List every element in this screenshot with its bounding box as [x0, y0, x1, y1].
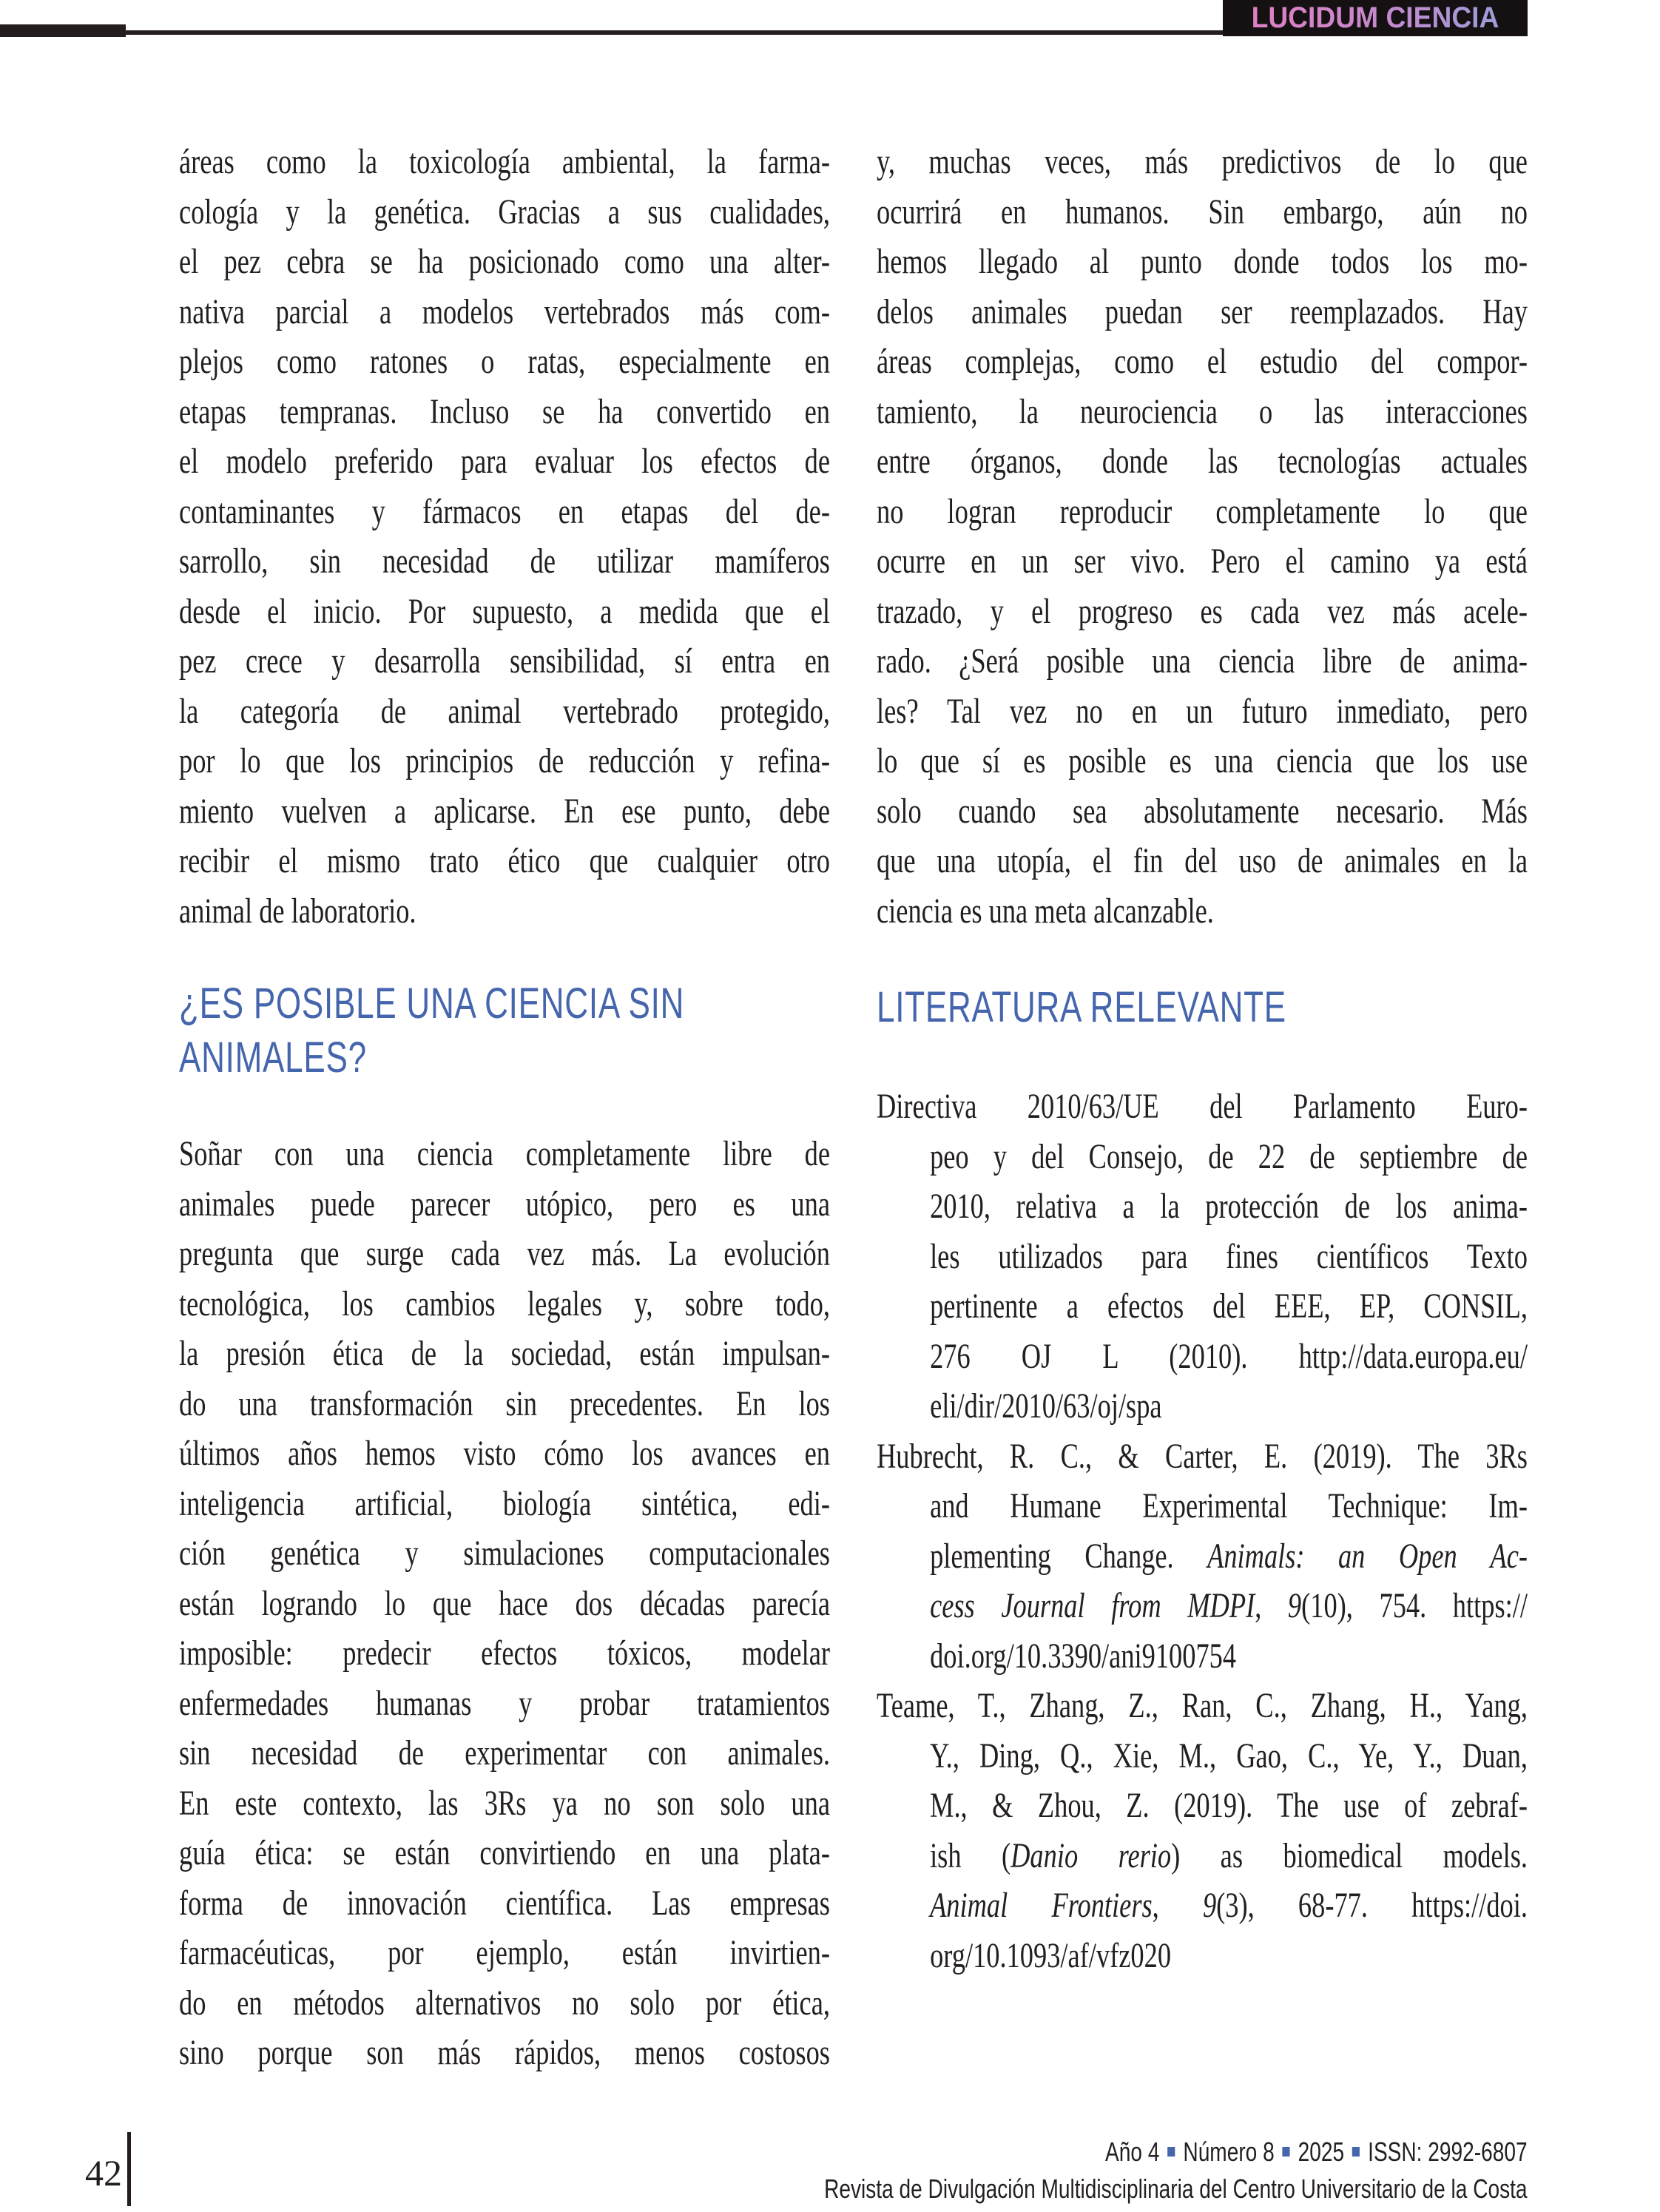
text-line: recibir el mismo trato ético que cualquier otro — [179, 841, 830, 880]
text-line: 2010, relativa a la protección de los anima- — [930, 1187, 1528, 1226]
header-rule-accent — [0, 24, 126, 37]
separator-square-icon — [1353, 2147, 1360, 2157]
text-line: peo y del Consejo, de 22 de septiembre de — [930, 1136, 1528, 1176]
issue-date: 2025 — [1298, 2137, 1345, 2167]
text-line: desde el inicio. Por supuesto, a medida que el — [179, 591, 830, 631]
text-line: Soñar con una ciencia completamente libre de — [179, 1134, 830, 1173]
footer — [626, 2134, 1528, 2208]
text-line: pertinente a efectos del EEE, EP, CONSIL, — [930, 1287, 1528, 1326]
text-line: ANIMALES? — [179, 1033, 367, 1082]
text-line: imposible: predecir efectos tóxicos, modelar — [179, 1633, 830, 1673]
body-paragraph-sonar — [179, 1129, 830, 2078]
right-column-text — [877, 137, 1528, 1980]
issue-year: Año 4 — [1105, 2137, 1160, 2167]
text-line: Directiva 2010/63/UE del Parlamento Euro- — [877, 1087, 1528, 1126]
text-line: trazado, y el progreso es cada vez más acele- — [877, 591, 1528, 631]
body-paragraph-zebrafish — [179, 137, 830, 936]
text-line: ¿ES POSIBLE UNA CIENCIA SIN — [179, 979, 685, 1028]
text-line: miento vuelven a aplicarse. En ese punto, debe — [179, 791, 830, 831]
separator-square-icon — [1283, 2147, 1290, 2157]
text-line: farmacéuticas, por ejemplo, están invirtien- — [179, 1933, 830, 1972]
text-line: animales puede parecer utópico, pero es una — [179, 1184, 830, 1224]
text-line: animal de laboratorio. — [179, 891, 416, 931]
reference-list — [877, 1082, 1528, 1980]
text-line: do una transformación sin precedentes. En los — [179, 1383, 830, 1423]
separator-square-icon — [1168, 2147, 1175, 2157]
text-line: and Humane Experimental Technique: Im- — [930, 1486, 1528, 1525]
text-line: ish (Danio rerio) as biomedical models. — [930, 1835, 1528, 1875]
footer-text — [825, 2134, 1528, 2208]
text-line: guía ética: se están convirtiendo en una plata- — [179, 1833, 830, 1872]
text-line: etapas tempranas. Incluso se ha convertido en — [179, 391, 830, 431]
reference-entry-hubrecht — [877, 1432, 1528, 1682]
page-number-divider — [127, 2132, 131, 2206]
reference-entry-directiva — [877, 1082, 1528, 1432]
text-line: por lo que los principios de reducción y refina- — [179, 741, 830, 780]
text-line: Teame, T., Zhang, Z., Ran, C., Zhang, H., Yang, — [877, 1686, 1528, 1725]
text-line: últimos años hemos visto cómo los avances en — [179, 1434, 830, 1473]
text-line: M., & Zhou, Z. (2019). The use of zebraf- — [930, 1786, 1528, 1825]
text-line: enfermedades humanas y probar tratamientos — [179, 1683, 830, 1723]
issue-number: Número 8 — [1183, 2137, 1275, 2167]
reference-entry-teame — [877, 1681, 1528, 1980]
text-line: áreas como la toxicología ambiental, la farma- — [179, 142, 830, 181]
text-line: forma de innovación científica. Las empresas — [179, 1883, 830, 1923]
text-line: la presión ética de la sociedad, están impulsan- — [179, 1334, 830, 1373]
text-line: cess Journal from MDPI, 9(10), 754. https:// — [930, 1586, 1528, 1625]
journal-name: Revista de Divulgación Multidisciplinaria del Centro Universitario de la Costa — [824, 2174, 1528, 2204]
text-line: tamiento, la neurociencia o las interacciones — [877, 391, 1528, 431]
journal-logo-text: LUCIDUM CIENCIA — [1251, 1, 1499, 34]
text-line: pregunta que surge cada vez más. La evolución — [179, 1234, 830, 1273]
issue-issn: ISSN: 2992-6807 — [1368, 2137, 1528, 2167]
text-line: nativa parcial a modelos vertebrados más com- — [179, 291, 830, 331]
right-column — [877, 137, 1528, 1980]
text-line: ocurrirá en humanos. Sin embargo, aún no — [877, 192, 1528, 232]
text-line: ciencia es una meta alcanzable. — [877, 891, 1214, 931]
text-line: delos animales puedan ser reemplazados. Hay — [877, 291, 1528, 331]
text-line: áreas complejas, como el estudio del compor- — [877, 342, 1528, 381]
text-line: solo cuando sea absolutamente necesario. Más — [877, 791, 1528, 831]
text-line: 276 OJ L (2010). http://data.europa.eu/ — [930, 1336, 1528, 1376]
text-line: org/10.1093/af/vfz020 — [930, 1935, 1172, 1975]
text-line: En este contexto, las 3Rs ya no son solo una — [179, 1783, 830, 1823]
text-line: lo que sí es posible es una ciencia que los use — [877, 741, 1528, 780]
body-paragraph-predictivos — [877, 137, 1528, 936]
text-line: cología y la genética. Gracias a sus cualidades, — [179, 192, 830, 232]
journal-logo — [1223, 0, 1528, 36]
text-line: Animal Frontiers, 9(3), 68-77. https://doi. — [930, 1886, 1528, 1925]
text-line: Hubrecht, R. C., & Carter, E. (2019). The 3Rs — [877, 1436, 1528, 1476]
issue-meta-line — [825, 2134, 1528, 2171]
text-line: les? Tal vez no en un futuro inmediato, pero — [877, 691, 1528, 731]
text-line: rado. ¿Será posible una ciencia libre de anima- — [877, 641, 1528, 681]
left-column — [179, 137, 830, 2078]
text-line: hemos llegado al punto donde todos los mo- — [877, 242, 1528, 281]
text-line: sino porque son más rápidos, menos costosos — [179, 2033, 830, 2072]
text-line: plejos como ratones o ratas, especialmente en — [179, 342, 830, 381]
text-line: doi.org/10.3390/ani9100754 — [930, 1636, 1237, 1676]
text-line: la categoría de animal vertebrado protegido, — [179, 691, 830, 731]
text-line: el modelo preferido para evaluar los efectos de — [179, 442, 830, 481]
page-number: 42 — [85, 2152, 122, 2194]
text-line: Y., Ding, Q., Xie, M., Gao, C., Ye, Y., Duan, — [930, 1736, 1528, 1776]
text-line: sin necesidad de experimentar con animales. — [179, 1733, 830, 1773]
text-line: están logrando lo que hace dos décadas parecía — [179, 1583, 830, 1623]
text-line: inteligencia artificial, biología sintética, edi- — [179, 1483, 830, 1523]
text-line: y, muchas veces, más predictivos de lo que — [877, 142, 1528, 181]
text-line: entre órganos, donde las tecnologías actuales — [877, 442, 1528, 481]
left-column-text — [179, 137, 830, 2078]
section-heading-literatura-relevante: LITERATURA RELEVANTE — [877, 983, 1286, 1031]
section-heading-ciencia-sin-animales — [179, 977, 830, 1085]
text-line: el pez cebra se ha posicionado como una alter- — [179, 242, 830, 281]
text-line: sarrollo, sin necesidad de utilizar mamíferos — [179, 542, 830, 581]
text-line: ción genética y simulaciones computacionales — [179, 1534, 830, 1573]
text-line: les utilizados para fines científicos Texto — [930, 1236, 1528, 1276]
text-line: eli/dir/2010/63/oj/spa — [930, 1386, 1162, 1426]
text-line: tecnológica, los cambios legales y, sobre todo, — [179, 1284, 830, 1324]
text-line: pez crece y desarrolla sensibilidad, sí entra en — [179, 641, 830, 681]
text-line: ocurre en un ser vivo. Pero el camino ya está — [877, 542, 1528, 581]
text-line: no logran reproducir completamente lo que — [877, 491, 1528, 531]
text-line: que una utopía, el fin del uso de animales en la — [877, 841, 1528, 880]
text-line: plementing Change. Animals: an Open Ac- — [930, 1536, 1528, 1576]
text-line: do en métodos alternativos no solo por ética, — [179, 1983, 830, 2023]
text-line: contaminantes y fármacos en etapas del de- — [179, 491, 830, 531]
